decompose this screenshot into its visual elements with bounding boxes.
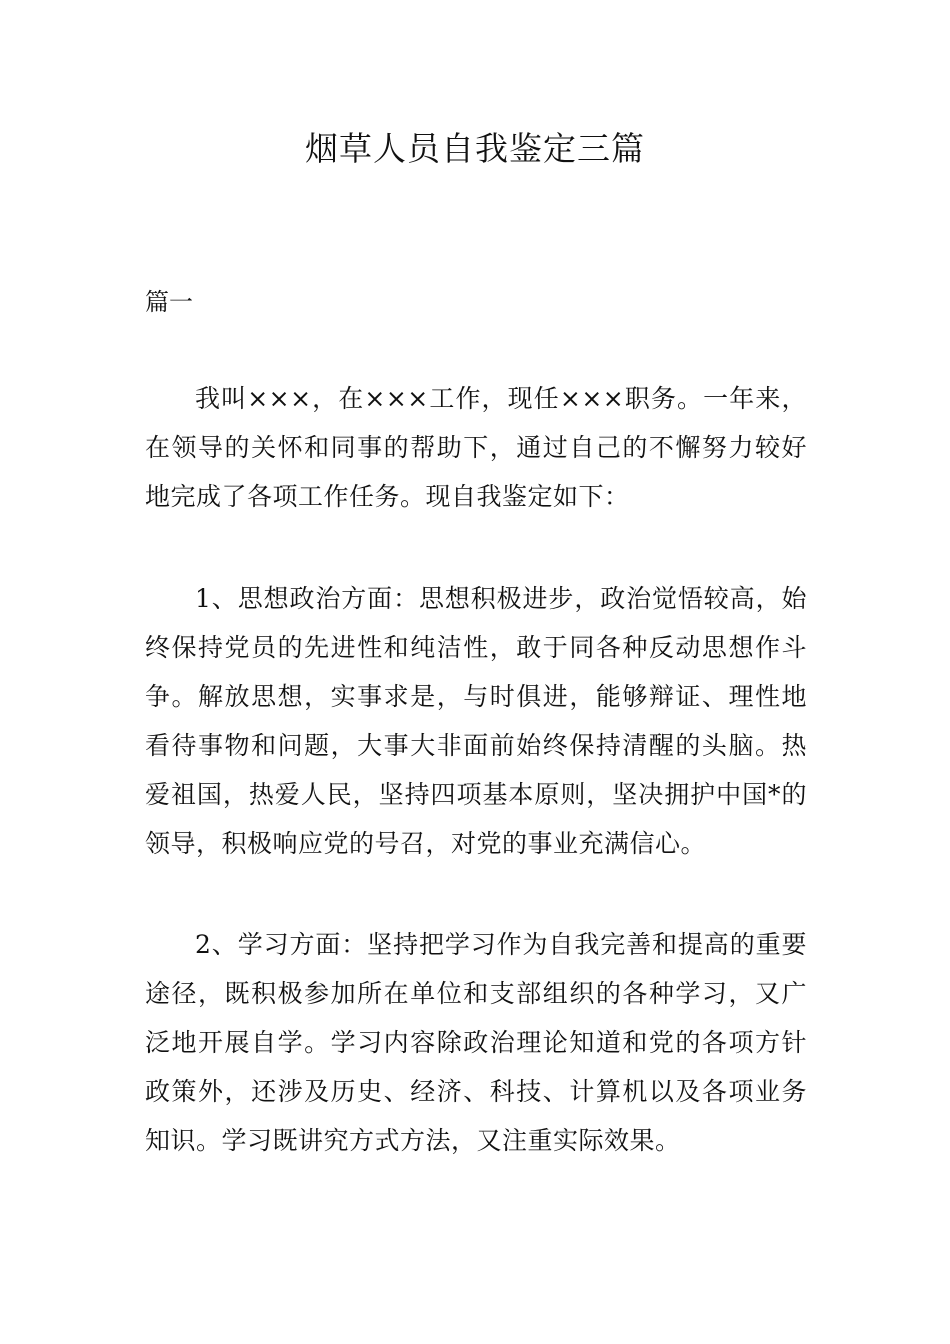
paragraph-intro: 我叫×××，在×××工作，现任×××职务。一年来，在领导的关怀和同事的帮助下，通过自己的不懈努力较好地完成了各项工作任务。现自我鉴定如下：: [145, 384, 807, 511]
document-title: 烟草人员自我鉴定三篇: [305, 129, 645, 168]
paragraph-political: 1、思想政治方面：思想积极进步，政治觉悟较高，始终保持党员的先进性和纯洁性，敢于同各种反动思想作斗争。解放思想，实事求是，与时俱进，能够辩证、理性地看待事物和问题，大事大非面前始终保持清醒的头脑。热爱祖国，热爱人民，坚持四项基本原则，坚决拥护中国*的领导，积极响应党的号召，对党的事业充满信心。: [145, 584, 807, 858]
section-label: 篇一: [145, 288, 193, 316]
paragraph-study: 2、学习方面：坚持把学习作为自我完善和提高的重要途径，既积极参加所在单位和支部组织的各种学习，又广泛地开展自学。学习内容除政治理论知道和党的各项方针政策外，还涉及历史、经济、科技、计算机以及各项业务知识。学习既讲究方式方法，又注重实际效果。: [145, 930, 807, 1155]
